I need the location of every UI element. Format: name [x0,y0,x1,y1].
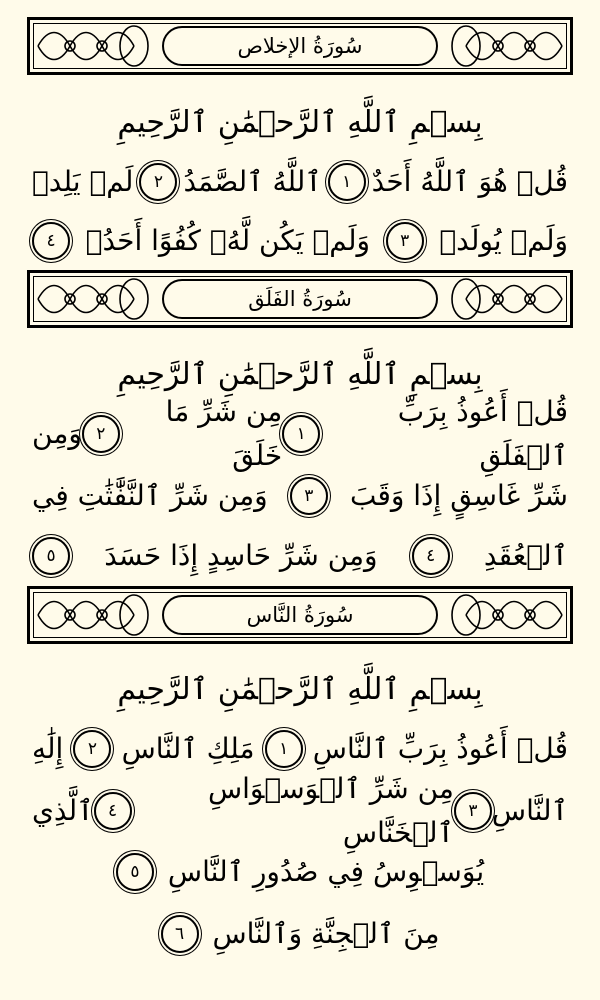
verse-text: مِن شَرِّ ٱلۡوَسۡوَاسِ ٱلۡخَنَّاسِ [207,772,454,849]
verse-line [32,848,568,896]
verse-text: يُوَسۡوِسُ فِي صُدُورِ ٱلنَّاسِ [167,855,485,888]
surah-title: سُورَةُ الفَلَق [248,287,352,311]
verse-text: مَلِكِ ٱلنَّاسِ [121,732,255,765]
verse-line [32,158,568,206]
ornament-icon [450,20,570,72]
basmala: بِسۡمِ ٱللَّهِ ٱلرَّحۡمَٰنِ ٱلرَّحِيمِ [117,357,483,392]
ornament-icon [30,589,150,641]
surah-title-frame [162,595,438,635]
basmala: بِسۡمِ ٱللَّهِ ٱلرَّحۡمَٰنِ ٱلرَّحِيمِ [117,105,483,140]
verse-text: مِن شَرِّ مَا خَلَقَ [165,395,283,472]
verse-text: قُلۡ أَعُوذُ بِرَبِّ ٱلۡفَلَقِ [397,395,568,472]
surah-title: سُورَةُ الإخلاص [237,34,363,58]
verse-text: لَمۡ يَلِدۡ [32,165,134,198]
surah-title: سُورَةُ النَّاس [246,603,354,627]
verse-line [32,395,568,472]
verse-line [32,532,568,580]
verse-line [32,725,568,773]
verse-text: قُلۡ أَعُوذُ بِرَبِّ ٱلنَّاسِ [312,732,568,765]
basmala: بِسۡمِ ٱللَّهِ ٱلرَّحۡمَٰنِ ٱلرَّحِيمِ [117,672,483,707]
verse-line [32,910,568,958]
surah-header-ikhlas [27,17,573,75]
ayah-marker-icon: ١ [282,415,320,453]
verse-text: وَلَمۡ يُولَدۡ [439,224,568,257]
ayah-marker-icon: ٣ [454,792,492,830]
verse-text: قُلۡ هُوَ ٱللَّهُ أَحَدٌ [371,165,568,198]
verse-text: وَمِن شَرِّ ٱلنَّفَّٰثَٰتِ فِي [32,479,268,512]
ayah-marker-icon: ٦ [161,915,199,953]
ornament-icon [450,589,570,641]
surah-header-falaq [27,270,573,328]
surah-title-frame [162,279,438,319]
ayah-marker-icon: ٤ [32,222,70,260]
verse-line [32,217,568,265]
verse-text: إِلَٰهِ [32,732,64,765]
verse-text: وَمِن [32,417,82,450]
ayah-marker-icon: ٤ [94,792,132,830]
ayah-marker-icon: ٤ [412,537,450,575]
ayah-marker-icon: ١ [328,163,366,201]
verse-text: وَلَمۡ يَكُن لَّهُۥ كُفُوًا أَحَدُۢ [85,224,370,257]
verse-text: ٱلَّذِي [32,794,94,827]
verse-line [32,772,568,849]
ayah-marker-icon: ٢ [82,415,120,453]
ornament-icon [30,20,150,72]
ornament-icon [30,273,150,325]
ayah-marker-icon: ٥ [116,853,154,891]
ayah-marker-icon: ٣ [290,477,328,515]
verse-text: مِنَ ٱلۡجِنَّةِ وَٱلنَّاسِ [212,917,440,950]
verse-line [32,472,568,520]
verse-text: ٱللَّهُ ٱلصَّمَدُ [183,165,322,198]
surah-header-nas [27,586,573,644]
ayah-marker-icon: ٢ [73,730,111,768]
verse-text: وَمِن شَرِّ حَاسِدٍ إِذَا حَسَدَ [104,539,378,572]
surah-title-frame [162,26,438,66]
verse-text: ٱلۡعُقَدِ [483,539,568,572]
verse-text: ٱلنَّاسِ [491,794,568,827]
ayah-marker-icon: ٥ [32,537,70,575]
ayah-marker-icon: ١ [265,730,303,768]
ornament-icon [450,273,570,325]
ayah-marker-icon: ٢ [139,163,177,201]
ayah-marker-icon: ٣ [386,222,424,260]
verse-text: شَرِّ غَاسِقٍ إِذَا وَقَبَ [349,479,568,512]
